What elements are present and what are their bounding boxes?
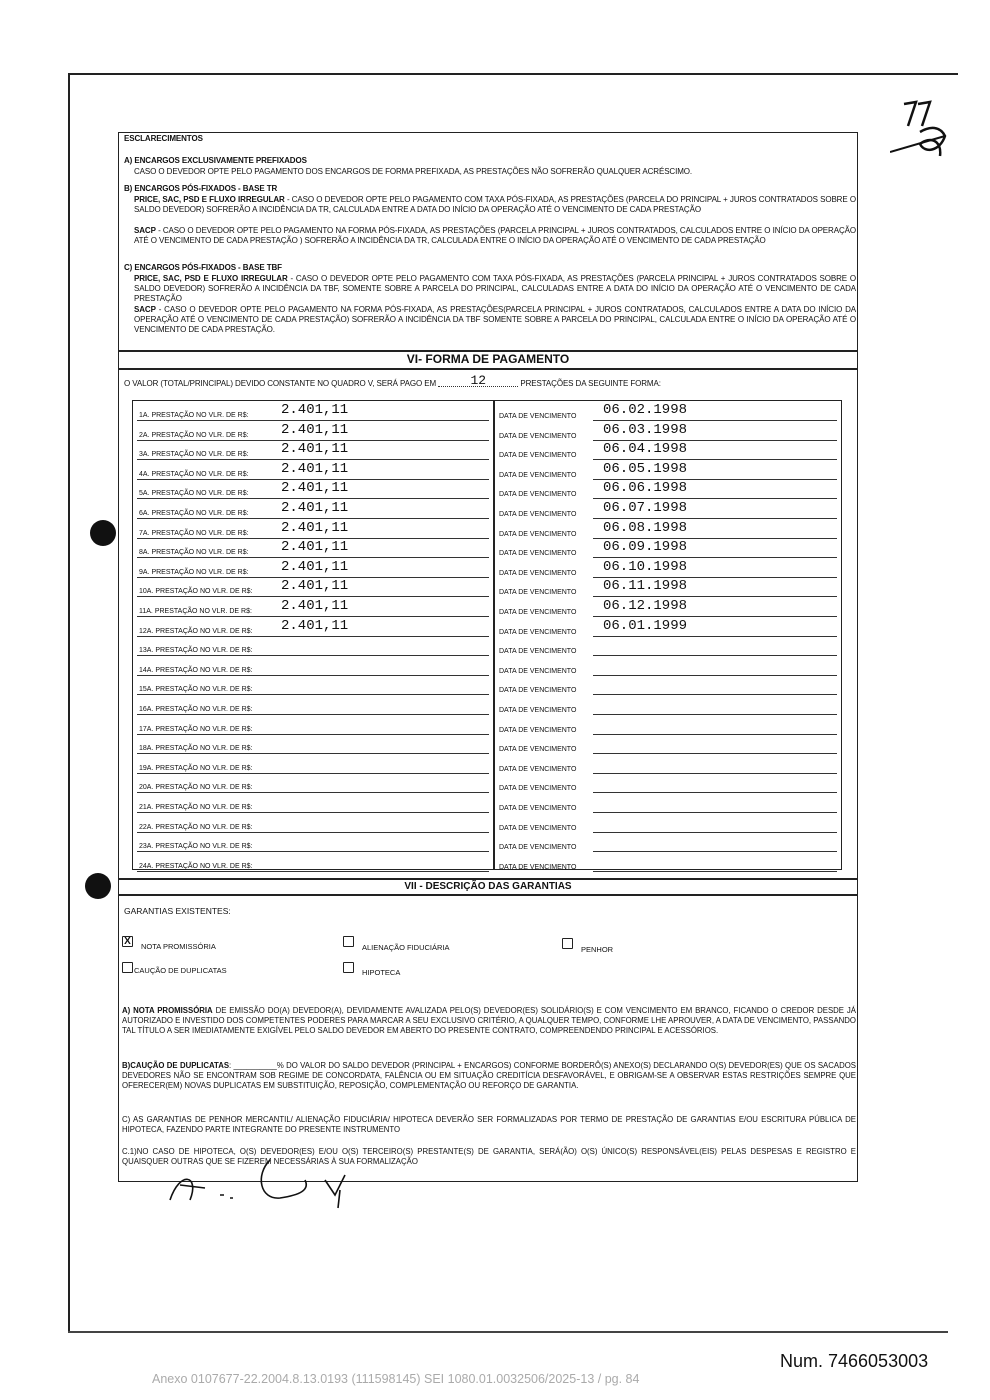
installment-value-line [137, 812, 489, 813]
installment-label: 16A. PRESTAÇÃO NO VLR. DE R$: [139, 706, 253, 713]
section-separator [118, 368, 858, 370]
due-date-line [593, 675, 837, 676]
due-date-line [593, 792, 837, 793]
installment-value-line [137, 734, 489, 735]
guarantee-para-b: B)CAUÇÃO DE DUPLICATAS: __________% DO VALOR DO SALDO DEVEDOR (PRINCIPAL + ENCARGOS) CONFORME BORDERÔ(S) ANEXO(S) DECLARANDO O(S) DEVEDOR(ES) QUE OS SACADOS DEVEDORES NÃO SE ENCONTRAM SOB REGIME DE CONCORDATA, FALÊNCIA OU EM SITUAÇÃO CREDITÍCIA DESFAVORÁVEL, E OBRIGAM-SE A OBSERVAR ESTAS RESTRIÇÕES SEMPRE QUE OFERECER(EM) NOVAS DUPLICATAS EM SUBSTITUIÇÃO, REPOSIÇÃO, COMPLEMENTAÇÃO OU REFORÇO DE GARANTIA. [122, 1061, 856, 1090]
page-top-border [68, 73, 958, 75]
signature [160, 1150, 380, 1210]
due-date-value: 06.11.1998 [603, 578, 688, 595]
installment-value: 2.401,11 [281, 598, 349, 614]
installment-value: 2.401,11 [281, 460, 349, 477]
installment-value-line [137, 675, 489, 676]
due-date-label: DATA DE VENCIMENTO [499, 628, 577, 636]
installment-label: 1A. PRESTAÇÃO NO VLR. DE R$: [139, 412, 249, 419]
due-date-label: DATA DE VENCIMENTO [499, 609, 577, 616]
due-date-value: 06.09.1998 [603, 539, 688, 556]
due-date-label: DATA DE VENCIMENTO [499, 511, 577, 518]
installment-label: 6A. PRESTAÇÃO NO VLR. DE R$: [139, 510, 249, 517]
due-date-label: DATA DE VENCIMENTO [499, 452, 577, 460]
due-date-value: 06.12.1998 [603, 598, 688, 614]
document-number: Num. 7466053003 [780, 1351, 929, 1371]
due-date-value: 06.03.1998 [603, 421, 688, 438]
guarantee-checkbox[interactable] [343, 936, 354, 947]
due-date-value: 06.06.1998 [603, 480, 688, 497]
guarantee-option-label: HIPOTECA [362, 968, 401, 977]
payment-section-title: VI- FORMA DE PAGAMENTO [406, 352, 570, 366]
installment-label: 24A. PRESTAÇÃO NO VLR. DE R$: [139, 862, 253, 870]
installment-value: 2.401,11 [281, 558, 349, 575]
installment-value: 2.401,11 [281, 617, 349, 634]
due-date-value: 06.10.1998 [603, 558, 688, 575]
explanations-a-text: CASO O DEVEDOR OPTE PELO PAGAMENTO DOS ENCARGOS DE FORMA PREFIXADA, AS PRESTAÇÕES NÃO SOFRERÃO QUALQUER ACRÉSCIMO. [134, 167, 693, 176]
guarantee-checkbox[interactable] [122, 962, 133, 973]
installment-label: 14A. PRESTAÇÃO NO VLR. DE R$: [139, 666, 253, 674]
due-date-line [593, 694, 837, 695]
guarantee-checkbox[interactable]: X [122, 936, 133, 947]
due-date-label: DATA DE VENCIMENTO [499, 550, 577, 558]
due-date-label: DATA DE VENCIMENTO [499, 707, 577, 714]
guarantee-para-a: A) NOTA PROMISSÓRIA DE EMISSÃO DO(A) DEVEDOR(A), DEVIDAMENTE AVALIZADA PELO(S) DEVEDOR(ES) SOLIDÁRIO(S) E COM VENCIMENTO EM BRANCO, FICANDO O CREDOR DESDE JÁ AUTORIZADO E INVESTIDO DOS COMPETENTES PODERES PARA MARCAR A SEU EXCLUSIVO CRITÉRIO, A QUALQUER TEMPO, CONFORME LHE APROUVER, A DATA DE VENCIMENTO, PASSANDO TAL TÍTULO A SER IMEDIATAMENTE EXIGÍVEL PELO SALDO DEVEDOR EM ABERTO DO PRESENTE CONTRATO, COMPREENDENDO PRINCIPAL E ACESSÓRIOS. [122, 1006, 856, 1035]
guarantee-para-c: C) AS GARANTIAS DE PENHOR MERCANTIL/ ALIENAÇÃO FIDUCIÁRIA/ HIPOTECA DEVERÃO SER FORMALIZADAS POR TERMO DE PRESTAÇÃO DE GARANTIAS E/OU ESCRITURA PÚBLICA DE HIPOTECA, FAZENDO PARTE INTEGRANTE DO PRESENTE INSTRUMENTO [122, 1115, 856, 1134]
punch-hole [85, 873, 111, 899]
due-date-label: DATA DE VENCIMENTO [499, 824, 577, 832]
installment-value-line [137, 655, 489, 656]
installment-label: 15A. PRESTAÇÃO NO VLR. DE R$: [139, 686, 253, 694]
explanations-heading: ESCLARECIMENTOS [124, 134, 203, 143]
explanations-c-price: PRICE, SAC, PSD E FLUXO IRREGULAR - CASO O DEVEDOR OPTE PELO PAGAMENTO COM TAXA PÓS-FIXADA, AS PRESTAÇÕES (PARCELA PRINCIPAL + JUROS CONTRATADOS SOBRE O SALDO DEVEDOR) SOFRERÃO A INCIDÊNCIA DA TBF, SOMENTE SOBRE A PARCELA DO PRINCIPAL, CALCULADAS ENTRE A DATA DO INÍCIO DA OPERAÇÃO ATÉ O VENCIMENTO DE CADA PRESTAÇÃO [134, 274, 856, 303]
due-date-line [593, 871, 837, 872]
installment-label: 7A. PRESTAÇÃO NO VLR. DE R$: [139, 529, 249, 537]
installment-label: 5A. PRESTAÇÃO NO VLR. DE R$: [139, 490, 249, 498]
due-date-label: DATA DE VENCIMENTO [499, 530, 577, 538]
installment-value-line [137, 636, 489, 637]
installment-label: 21A. PRESTAÇÃO NO VLR. DE R$: [139, 804, 253, 811]
installment-value: 2.401,11 [281, 421, 349, 438]
handwritten-page-mark [890, 96, 960, 166]
installment-label: 18A. PRESTAÇÃO NO VLR. DE R$: [139, 745, 253, 753]
guarantee-para-c1: C.1)NO CASO DE HIPOTECA, O(S) DEVEDOR(ES) E/OU O(S) TERCEIRO(S) PRESTANTE(S) DE GARANTIA, SERÁ(ÃO) O(S) ÚNICO(S) RESPONSÁVEL(EIS) PELAS DESPESAS E REGISTRO E QUAISQUER OUTRAS QUE SE FIZEREM NECESSÁRIAS À SUA FORMALIZAÇÃO [122, 1147, 856, 1166]
explanations-c-title: C) ENCARGOS PÓS-FIXADOS - BASE TBF [124, 263, 282, 272]
installment-label: 10A. PRESTAÇÃO NO VLR. DE R$: [139, 588, 253, 596]
due-date-label: DATA DE VENCIMENTO [499, 432, 577, 440]
due-date-label: DATA DE VENCIMENTO [499, 667, 577, 675]
installment-label: 13A. PRESTAÇÃO NO VLR. DE R$: [139, 647, 253, 655]
guarantees-existing-label: GARANTIAS EXISTENTES: [124, 906, 231, 916]
installment-label: 20A. PRESTAÇÃO NO VLR. DE R$: [139, 784, 253, 792]
installment-value-line [137, 753, 489, 754]
due-date-line [593, 773, 837, 774]
explanations-b-sacp: SACP - CASO O DEVEDOR OPTE PELO PAGAMENTO NA FORMA PÓS-FIXADA, AS PRESTAÇÕES (PARCELA PRINCIPAL + JUROS CONTRATADOS, CALCULADOS ENTRE O INÍCIO DA OPERAÇÃO ATÉ O VENCIMENTO DE CADA PRESTAÇÃO ) SOFRERÃO A INCIDÊNCIA DA TR, CALCULADA ENTRE O INÍCIO DA OPERAÇÃO ATÉ O VENCIMENTO DE CADA PRESTAÇÃO [134, 226, 856, 245]
section-separator [118, 878, 858, 880]
due-date-label: DATA DE VENCIMENTO [499, 863, 577, 871]
due-date-label: DATA DE VENCIMENTO [499, 805, 577, 812]
installment-value: 2.401,11 [281, 480, 349, 497]
due-date-label: DATA DE VENCIMENTO [499, 765, 577, 773]
due-date-line [593, 655, 837, 656]
explanations-b-price: PRICE, SAC, PSD E FLUXO IRREGULAR - CASO O DEVEDOR OPTE PELO PAGAMENTO COM TAXA PÓS-FIXADA, AS PRESTAÇÕES (PARCELA DO PRINCIPAL + JUROS CONTRATADOS SOBRE O SALDO DEVEDOR) SOFRERÃO A INCIDÊNCIA DA TR, CALCULADA ENTRE A DATA DO INÍCIO DA OPERAÇÃO ATÉ O VENCIMENTO DE CADA PRESTAÇÃO [134, 195, 856, 214]
due-date-value: 06.05.1998 [603, 460, 688, 477]
due-date-value: 06.01.1999 [603, 617, 688, 634]
due-date-label: DATA DE VENCIMENTO [499, 589, 577, 597]
due-date-line [593, 812, 837, 813]
due-date-value: 06.08.1998 [603, 519, 688, 536]
due-date-line [593, 714, 837, 715]
installment-label: 9A. PRESTAÇÃO NO VLR. DE R$: [139, 568, 249, 576]
page-left-border [68, 74, 70, 1332]
installment-label: 2A. PRESTAÇÃO NO VLR. DE R$: [139, 431, 249, 439]
due-date-value: 06.07.1998 [603, 500, 688, 516]
installment-label: 23A. PRESTAÇÃO NO VLR. DE R$: [139, 843, 253, 851]
due-date-label: DATA DE VENCIMENTO [499, 413, 577, 420]
installment-label: 22A. PRESTAÇÃO NO VLR. DE R$: [139, 823, 253, 831]
installment-value-line [137, 832, 489, 833]
due-date-line [593, 734, 837, 735]
annex-reference: Anexo 0107677-22.2004.8.13.0193 (111598145) SEI 1080.01.0032506/2025-13 / pg. 84 [152, 1372, 640, 1386]
explanations-b-title: B) ENCARGOS PÓS-FIXADOS - BASE TR [124, 184, 278, 193]
due-date-label: DATA DE VENCIMENTO [499, 844, 577, 852]
installment-label: 3A. PRESTAÇÃO NO VLR. DE R$: [139, 451, 249, 459]
due-date-value: 06.04.1998 [603, 441, 688, 458]
installment-label: 11A. PRESTAÇÃO NO VLR. DE R$: [139, 608, 252, 615]
due-date-line [593, 636, 837, 637]
guarantees-section-title: VII - DESCRIÇÃO DAS GARANTIAS [404, 881, 572, 892]
guarantee-option-label: CAUÇÃO DE DUPLICATAS [134, 966, 227, 975]
guarantee-checkbox[interactable] [562, 938, 573, 949]
payment-intro: O VALOR (TOTAL/PRINCIPAL) DEVIDO CONSTANTE NO QUADRO V, SERÁ PAGO EM 12 PRESTAÇÕES DA SEGUINTE FORMA: [124, 373, 661, 388]
installment-label: 12A. PRESTAÇÃO NO VLR. DE R$: [139, 627, 253, 635]
installment-value: 2.401,11 [281, 578, 349, 595]
section-separator [118, 894, 858, 896]
due-date-label: DATA DE VENCIMENTO [499, 491, 577, 499]
due-date-label: DATA DE VENCIMENTO [499, 648, 577, 656]
guarantee-checkbox[interactable] [343, 962, 354, 973]
due-date-label: DATA DE VENCIMENTO [499, 785, 577, 793]
installment-value: 2.401,11 [281, 441, 349, 458]
installment-label: 19A. PRESTAÇÃO NO VLR. DE R$: [139, 764, 253, 772]
due-date-label: DATA DE VENCIMENTO [499, 726, 577, 734]
due-date-label: DATA DE VENCIMENTO [499, 471, 577, 479]
table-divider [493, 401, 495, 869]
explanations-c-sacp: SACP - CASO O DEVEDOR OPTE PELO PAGAMENTO NA FORMA PÓS-FIXADA, AS PRESTAÇÕES(PARCELA PRINCIPAL + JUROS CONTRATADOS, CALCULADOS ENTRE A DATA DO INÍCIO DA OPERAÇÃO ATÉ O VENCIMENTO DE CADA PRESTAÇÃO) SOFRERÃO A INCIDÊNCIA DA TBF SOMENTE SOBRE A PARCELA DO PRINCIPAL, CALCULADA ENTRE O INÍCIO DA OPERAÇÃO ATÉ O VENCIMENTO DE CADA PRESTAÇÃO. [134, 305, 856, 334]
page-bottom-border [68, 1331, 948, 1333]
explanations-a-title: A) ENCARGOS EXCLUSIVAMENTE PREFIXADOS [124, 156, 307, 165]
due-date-label: DATA DE VENCIMENTO [499, 569, 577, 577]
installment-value-line [137, 792, 489, 793]
due-date-label: DATA DE VENCIMENTO [499, 746, 577, 754]
due-date-line [593, 753, 837, 754]
installment-label: 17A. PRESTAÇÃO NO VLR. DE R$: [139, 725, 253, 733]
due-date-value: 06.02.1998 [603, 402, 688, 418]
installment-value-line [137, 694, 489, 695]
guarantee-option-label: NOTA PROMISSÓRIA [141, 942, 216, 951]
due-date-line [593, 851, 837, 852]
installment-label: 4A. PRESTAÇÃO NO VLR. DE R$: [139, 470, 249, 478]
installments-count: 12 [438, 376, 518, 387]
installment-value-line [137, 851, 489, 852]
due-date-line [593, 832, 837, 833]
guarantee-option-label: PENHOR [581, 945, 614, 954]
installment-value-line [137, 714, 489, 715]
installment-value-line [137, 773, 489, 774]
installment-value-line [137, 871, 489, 872]
installment-value: 2.401,11 [281, 500, 349, 516]
punch-hole [90, 520, 116, 546]
due-date-label: DATA DE VENCIMENTO [499, 687, 577, 695]
installment-value: 2.401,11 [281, 402, 349, 418]
installment-label: 8A. PRESTAÇÃO NO VLR. DE R$: [139, 549, 249, 557]
installment-value: 2.401,11 [281, 539, 349, 556]
installment-value: 2.401,11 [281, 519, 349, 536]
guarantee-option-label: ALIENAÇÃO FIDUCIÁRIA [362, 943, 450, 952]
installments-table [132, 400, 842, 870]
